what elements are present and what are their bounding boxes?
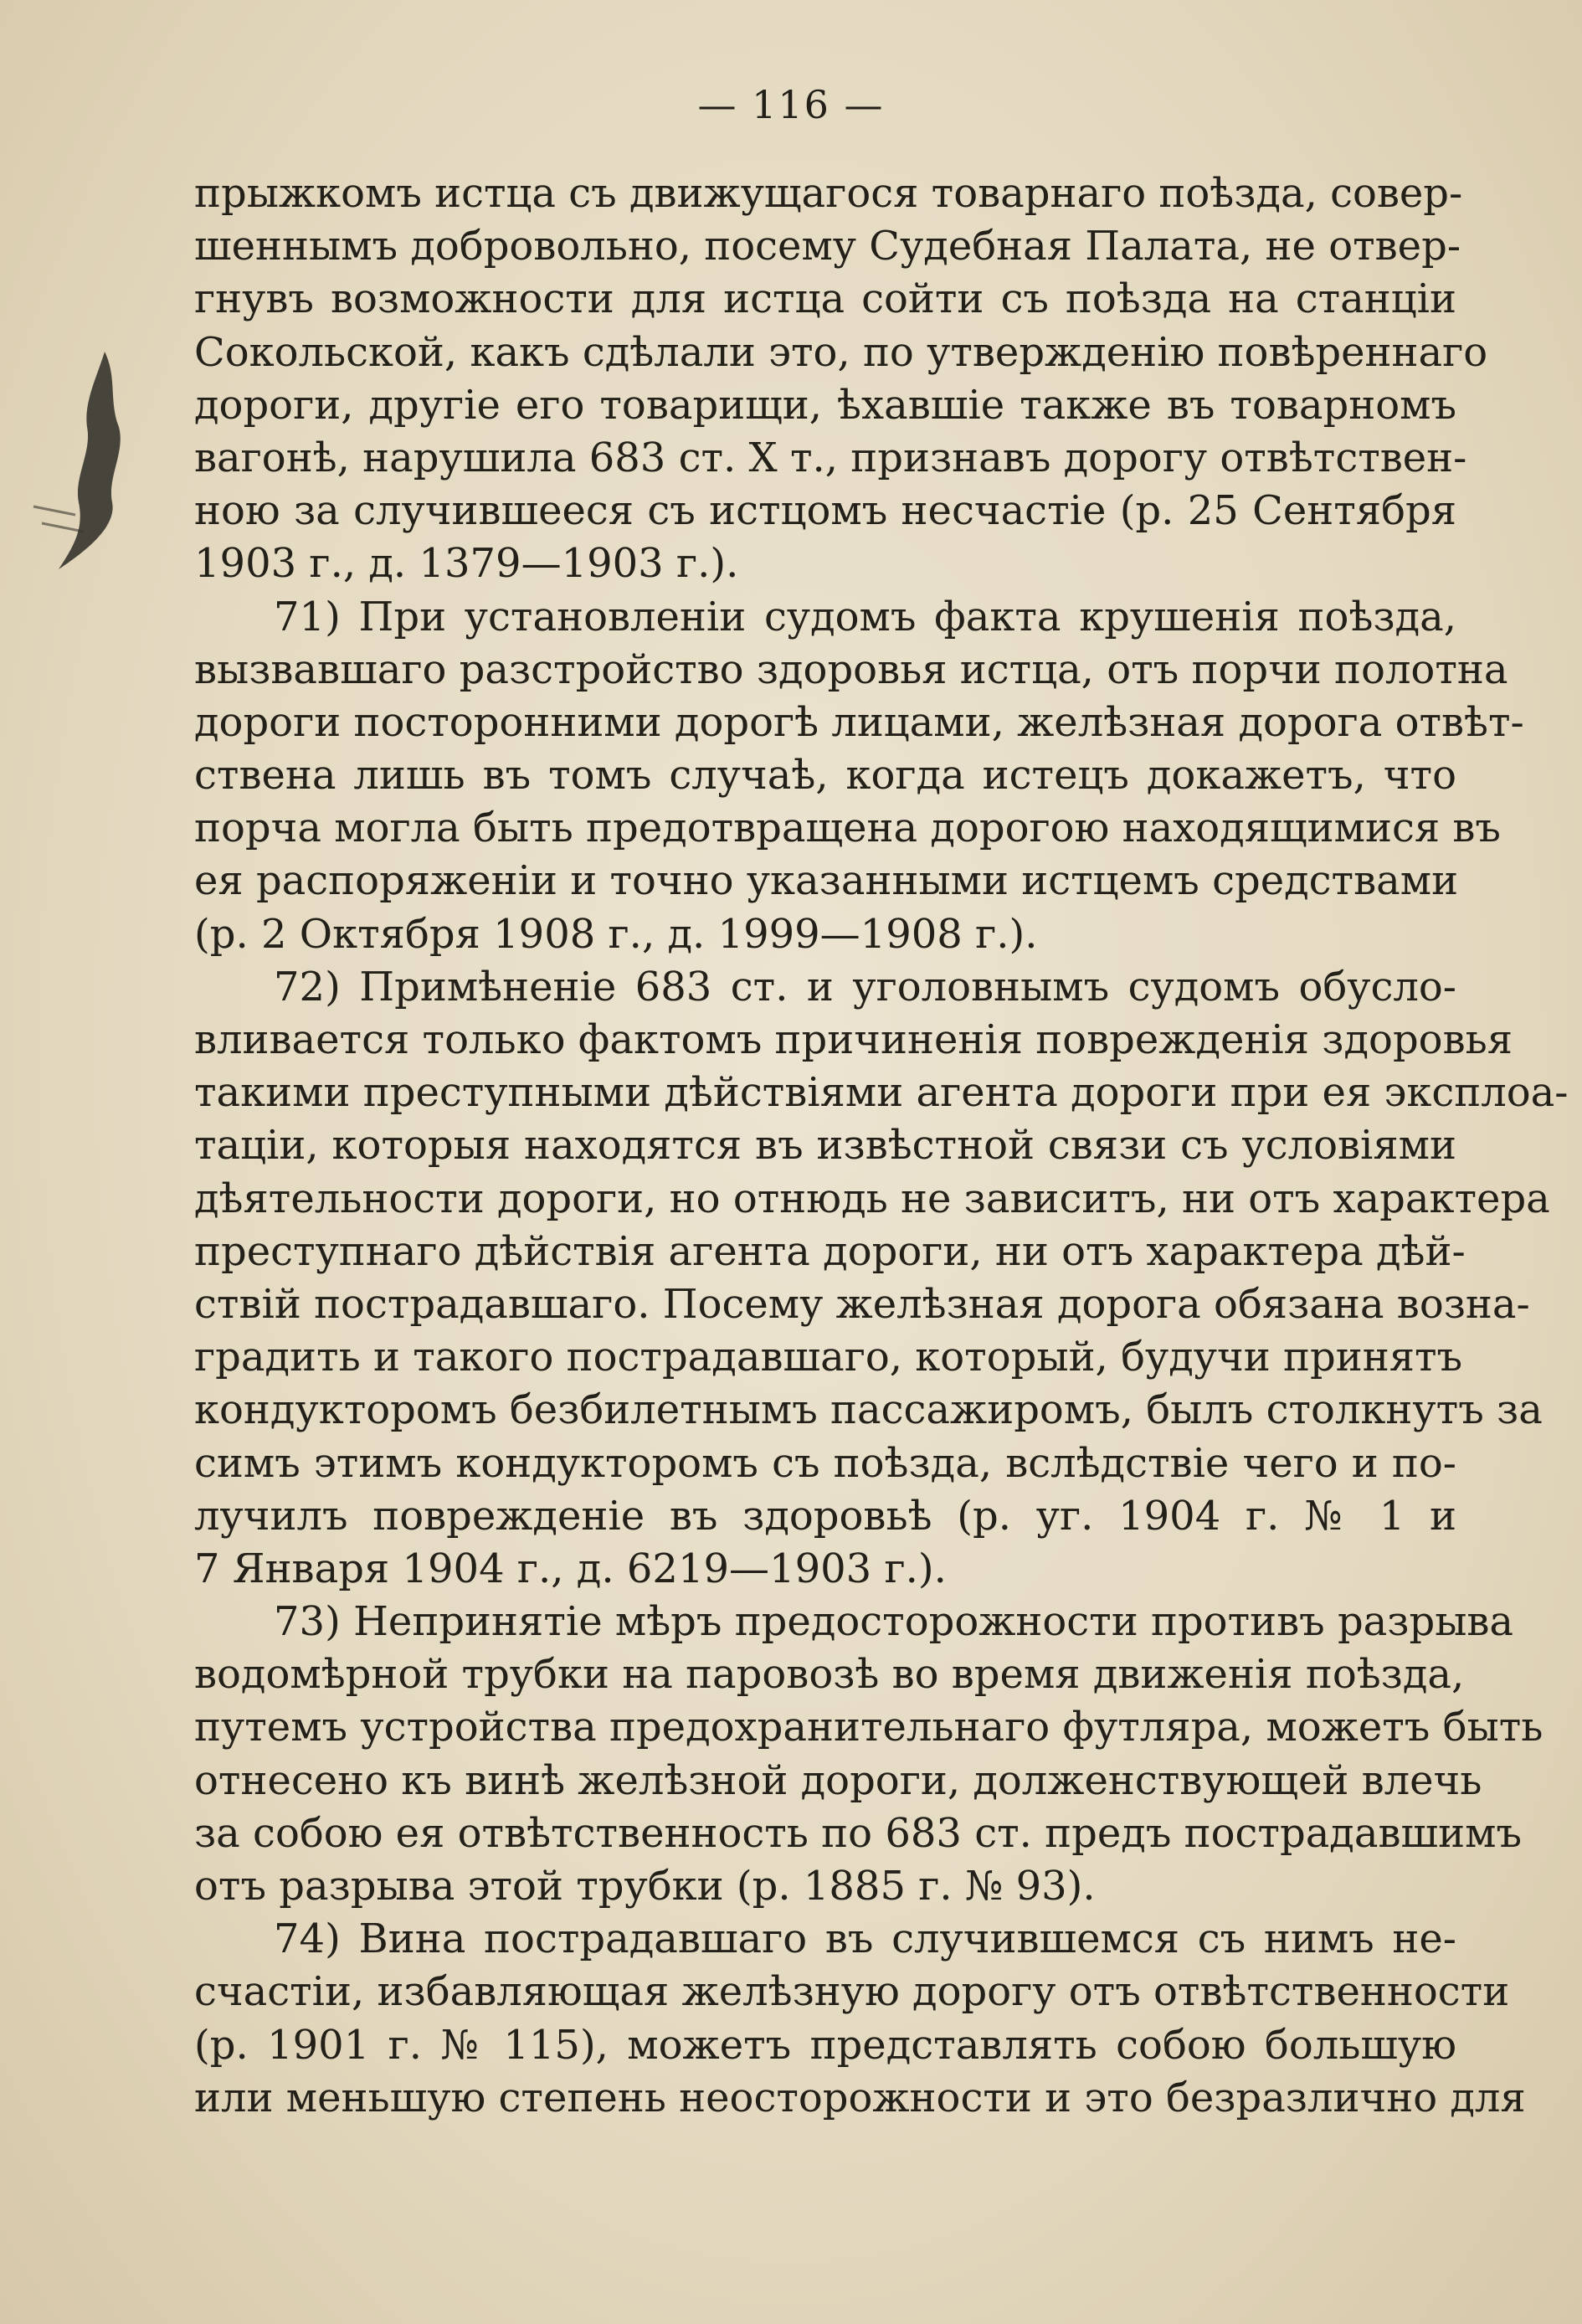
paragraph-70-continuation bbox=[194, 167, 1488, 591]
text-line: дѣятельности дороги, но отнюдь не зависитъ, ни отъ характера bbox=[194, 1175, 1550, 1222]
text-line: (р. 1901 г. № 115), можетъ представлять собою большую bbox=[194, 2021, 1456, 2069]
text-line: преступнаго дѣйствія агента дороги, ни отъ характера дѣй- bbox=[194, 1227, 1466, 1275]
text-line: путемъ устройства предохранительнаго футляра, можетъ быть bbox=[194, 1704, 1543, 1751]
text-line: (р. 2 Октября 1908 г., д. 1999—1908 г.). bbox=[194, 910, 1038, 958]
ink-smudge-mark bbox=[25, 343, 151, 594]
text-line: ея распоряженіи и точно указанными истцемъ средствами bbox=[194, 857, 1459, 905]
text-line: кондукторомъ безбилетнымъ пассажиромъ, былъ столкнутъ за bbox=[194, 1386, 1543, 1434]
text-line: отъ разрыва этой трубки (р. 1885 г. № 93). bbox=[194, 1863, 1096, 1910]
text-line: прыжкомъ истца съ движущагося товарнаго поѣзда, совер- bbox=[194, 170, 1463, 217]
text-line: порча могла быть предотвращена дорогою находящимися въ bbox=[194, 805, 1501, 852]
text-line: вливается только фактомъ причиненія поврежденія здоровья bbox=[194, 1016, 1513, 1063]
text-line: гнувъ возможности для истца сойти съ поѣзда на станціи bbox=[194, 275, 1456, 323]
text-line: отнесено къ винѣ желѣзной дороги, долженствующей влечь bbox=[194, 1756, 1482, 1804]
text-line: счастіи, избавляющая желѣзную дорогу отъ отвѣтственности bbox=[194, 1968, 1510, 2016]
page-number: — 116 — bbox=[697, 82, 885, 127]
text-line: вагонѣ, нарушила 683 ст. X т., признавъ дорогу отвѣтствен- bbox=[194, 434, 1467, 481]
text-line: таціи, которыя находятся въ извѣстной связи съ условіями bbox=[194, 1122, 1456, 1170]
text-line: водомѣрной трубки на паровозѣ во время движенія поѣзда, bbox=[194, 1651, 1465, 1699]
text-line: дороги, другіе его товарищи, ѣхавшіе также въ товарномъ bbox=[194, 381, 1456, 429]
text-line: 1903 г., д. 1379—1903 г.). bbox=[194, 540, 739, 588]
text-line: такими преступными дѣйствіями агента дороги при ея эксплоа- bbox=[194, 1069, 1569, 1117]
text-line: 72) Примѣненіе 683 ст. и уголовнымъ судомъ обусло- bbox=[274, 963, 1456, 1010]
text-line: вызвавшаго разстройство здоровья истца, отъ порчи полотна bbox=[194, 645, 1508, 693]
text-line: градить и такого пострадавшаго, который, будучи принятъ bbox=[194, 1334, 1463, 1381]
text-line: ствій пострадавшаго. Посему желѣзная дорога обязана возна- bbox=[194, 1280, 1530, 1328]
paragraph-72 bbox=[194, 961, 1569, 1596]
text-line: ною за случившееся съ истцомъ несчастіе (р. 25 Сентября bbox=[194, 487, 1456, 535]
text-line: дороги посторонними дорогѣ лицами, желѣзная дорога отвѣт- bbox=[194, 698, 1524, 746]
paragraph-73 bbox=[194, 1596, 1543, 1913]
paragraph-71 bbox=[194, 591, 1524, 961]
text-line: симъ этимъ кондукторомъ съ поѣзда, вслѣдствіе чего и по- bbox=[194, 1439, 1456, 1487]
text-line: 74) Вина пострадавшаго въ случившемся съ нимъ не- bbox=[274, 1915, 1456, 1963]
text-line: или меньшую степень неосторожности и это безразлично для bbox=[194, 2074, 1526, 2121]
text-line: за собою ея отвѣтственность по 683 ст. предъ пострадавшимъ bbox=[194, 1809, 1522, 1857]
text-line: 71) При установленіи судомъ факта крушенія поѣзда, bbox=[274, 593, 1456, 640]
body-text bbox=[194, 167, 1569, 2125]
text-line: ствена лишь въ томъ случаѣ, когда истецъ докажетъ, что bbox=[194, 752, 1456, 800]
text-line: 7 Января 1904 г., д. 6219—1903 г.). bbox=[194, 1545, 947, 1592]
text-line: лучилъ поврежденіе въ здоровьѣ (р. уг. 1904 г. № 1 и bbox=[194, 1492, 1456, 1540]
text-line: Сокольской, какъ сдѣлали это, по утвержденію повѣреннаго bbox=[194, 328, 1488, 376]
paragraph-74 bbox=[194, 1913, 1526, 2125]
text-line: 73) Непринятіе мѣръ предосторожности противъ разрыва bbox=[274, 1598, 1514, 1646]
text-line: шеннымъ добровольно, посему Судебная Палата, не отвер- bbox=[194, 223, 1461, 270]
